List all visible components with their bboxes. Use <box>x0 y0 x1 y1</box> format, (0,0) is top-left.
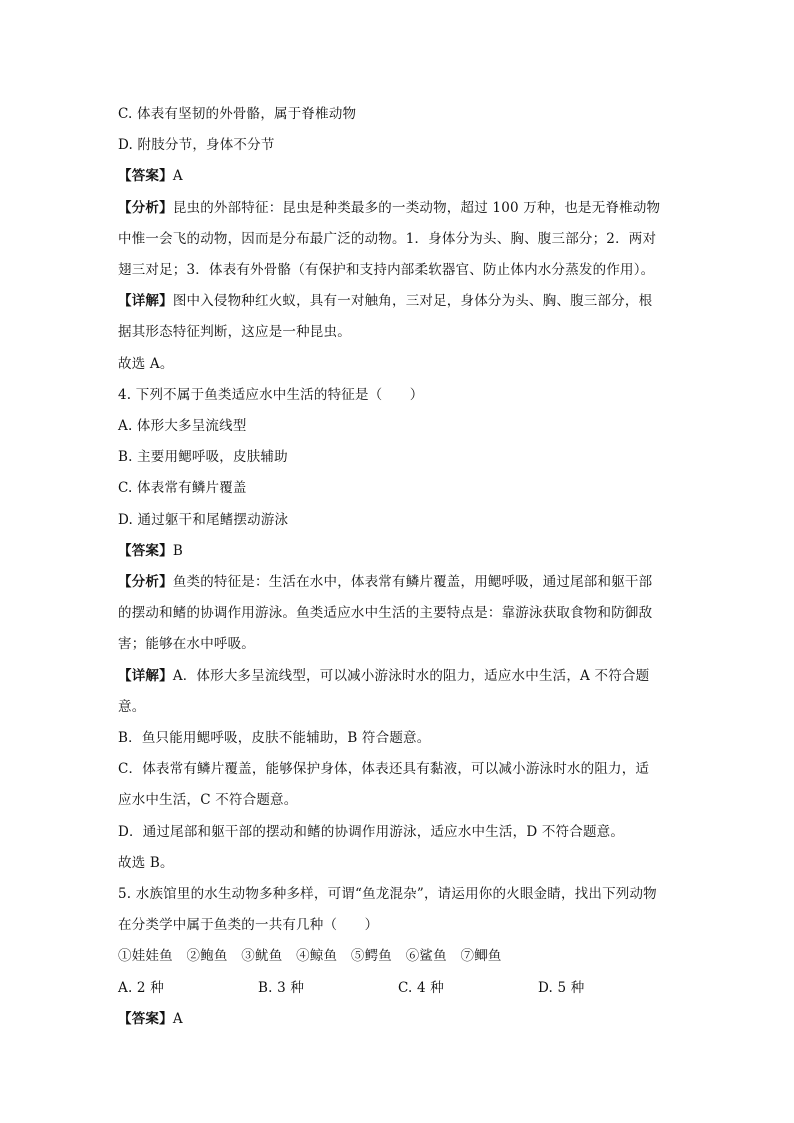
option-d: D. 5 种 <box>538 979 585 996</box>
options-row <box>118 973 678 1004</box>
answer-line: 【答案】A <box>118 1010 183 1027</box>
explanation-line: 【详解】图中入侵物种红火蚁，具有一对触角，三对足，身体分为头、胸、腹三部分，根 <box>118 293 653 310</box>
document-page <box>118 99 678 1035</box>
option-b: B. 3 种 <box>258 979 305 996</box>
answer-line: 【答案】B <box>118 542 183 559</box>
option-line: C. 体表常有鳞片覆盖 <box>118 480 247 497</box>
option-line: A. 体形大多呈流线型 <box>118 418 247 435</box>
analysis-line: 【分析】鱼类的特征是：生活在水中，体表常有鳞片覆盖，用鳃呼吸，通过尾部和躯干部 <box>118 574 653 591</box>
text-line: 在分类学中属于鱼类的一共有几种（ ） <box>118 917 379 934</box>
option-c: C. 4 种 <box>398 979 445 996</box>
text-line: 意。 <box>118 698 146 715</box>
text-line: 应水中生活，C 不符合题意。 <box>118 792 298 809</box>
text-line: D. 附肢分节，身体不分节 <box>118 137 275 154</box>
text-line: C. 体表有坚韧的外骨骼，属于脊椎动物 <box>118 106 357 122</box>
text-line: 据其形态特征判断，这应是一种昆虫。 <box>118 324 351 341</box>
text-line: 翅三对足；3．体表有外骨骼（有保护和支持内部柔软器官、防止体内水分蒸发的作用）。 <box>118 262 655 279</box>
text-line: B．鱼只能用鳃呼吸，皮肤不能辅助，B 符合题意。 <box>118 730 431 747</box>
option-line: D. 通过躯干和尾鳍摆动游泳 <box>118 511 289 528</box>
question-line: 5. 水族馆里的水生动物多种多样，可谓“鱼龙混杂”，请运用你的火眼金睛，找出下列动物 <box>118 886 657 903</box>
text-line: 故选 A。 <box>118 355 174 372</box>
text-line: C．体表常有鳞片覆盖，能够保护身体，体表还具有黏液，可以减小游泳时水的阻力，适 <box>118 761 650 778</box>
text-line: 的摆动和鳍的协调作用游泳。鱼类适应水中生活的主要特点是：靠游泳获取食物和防御敌 <box>118 605 653 622</box>
text-line: 害；能够在水中呼吸。 <box>118 636 255 653</box>
animal-list-line: ①娃娃鱼 ②鲍鱼 ③鱿鱼 ④鲸鱼 ⑤鳄鱼 ⑥鲨鱼 ⑦鲫鱼 <box>118 948 502 965</box>
option-a: A. 2 种 <box>118 979 164 996</box>
analysis-line: 【分析】昆虫的外部特征：昆虫是种类最多的一类动物，超过 100 万种，也是无脊椎动物 <box>118 199 661 216</box>
text-line: D．通过尾部和躯干部的摆动和鳍的协调作用游泳，适应水中生活，D 不符合题意。 <box>118 823 625 840</box>
question-line: 4. 下列不属于鱼类适应水中生活的特征是（ ） <box>118 386 424 403</box>
text-line: 中惟一会飞的动物，因而是分布最广泛的动物。1．身体分为头、胸、腹三部分；2．两对 <box>118 230 657 247</box>
answer-line: 【答案】A <box>118 168 183 185</box>
option-line: B. 主要用鳃呼吸，皮肤辅助 <box>118 449 288 466</box>
text-line: 故选 B。 <box>118 854 174 871</box>
explanation-line: 【详解】A．体形大多呈流线型，可以减小游泳时水的阻力，适应水中生活，A 不符合题 <box>118 667 650 684</box>
